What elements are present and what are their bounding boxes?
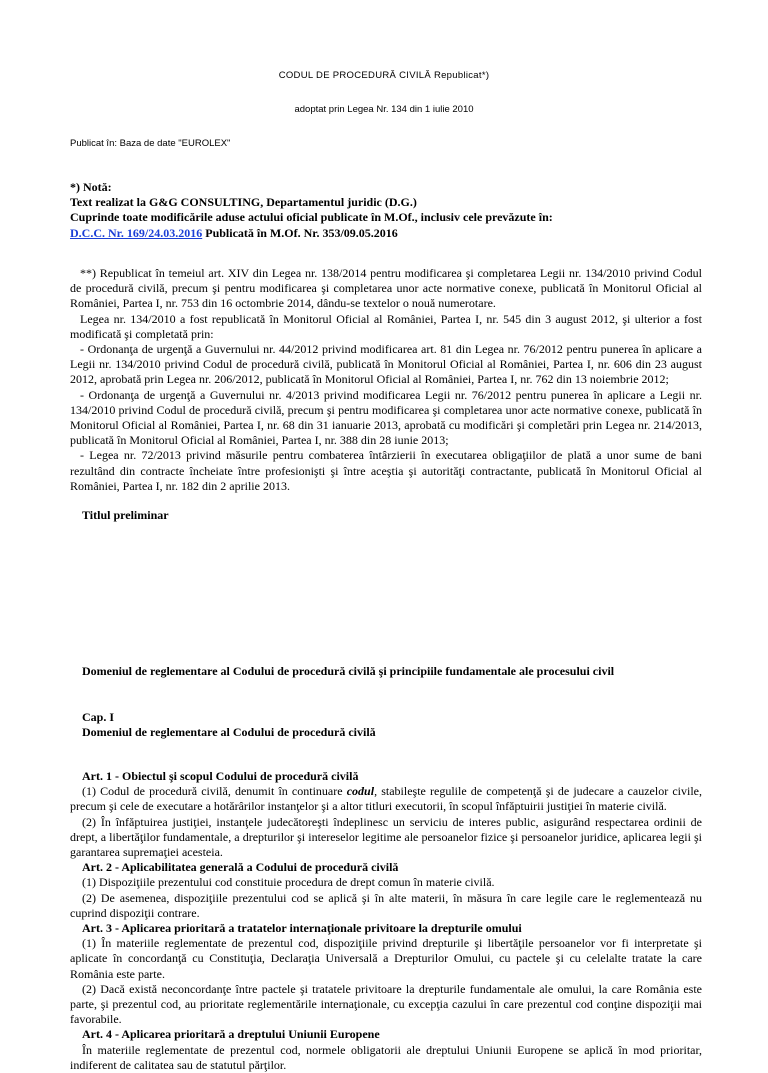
nota-block [70, 180, 750, 241]
republication-note [70, 266, 702, 494]
published-in-line: Publicat în: Baza de date "EUROLEX" [70, 138, 231, 149]
article-1-title: Art. 1 - Obiectul şi scopul Codului de procedură civilă [82, 769, 359, 783]
republication-paragraph: - Ordonanţa de urgenţă a Guvernului nr. 44/2012 privind modificarea art. 81 din Legea nr. 76/2012 pentru punerea în aplicare a Legii nr. 134/2010 privind Codul de procedură civilă, publicată în Monitorul Oficial al României, Partea I, nr. 606 din 23 august 2012, aprobată prin Legea nr. 206/2012, publicată în Monitorul Oficial al României, Partea I, nr. 762 din 13 noiembrie 2012; [70, 342, 702, 387]
article-1-p1-after: , stabileşte regulile de competenţă şi de judecare a cauzelor civile, precum şi cele de executare a hotărârilor instanţelor şi a altor titluri executorii, în scopul înfăptuirii justiţiei în materie civilă. [70, 784, 702, 814]
nota-line-3 [70, 226, 750, 241]
nota-link-suffix: Publicată în M.Of. Nr. 353/09.05.2016 [202, 225, 398, 240]
article-4-paragraph-1: În materiile reglementate de prezentul cod, normele obligatorii ale dreptului Uniunii Europene se aplică în mod prioritar, indiferent de calitatea sau de statutul părţilor. [70, 1042, 702, 1072]
heading-titlul-preliminar: Titlul preliminar [82, 508, 169, 522]
nota-label: *) Notă: [70, 180, 112, 194]
article-2-paragraph-2: (2) De asemenea, dispoziţiile prezentului cod se aplică şi în alte materii, în măsura în care legile care le reglementează nu cuprind dispoziţii contrare. [70, 890, 702, 920]
dcc-link[interactable]: D.C.C. Nr. 169/24.03.2016 [70, 225, 203, 240]
heading-chapter-title: Domeniul de reglementare al Codului de procedură civilă [82, 725, 376, 739]
document-title: CODUL DE PROCEDURĂ CIVILĂ Republicat*) [278, 70, 490, 81]
article-3-paragraph-1: (1) În materiile reglementate de prezentul cod, dispoziţiile privind drepturile şi libertăţile persoanelor vor fi interpretate şi aplicate în concordanţă cu Constituţia, Declaraţia Universală a Drepturilor Omului, cu pactele şi cu celelalte tratate la care România este parte. [70, 936, 702, 981]
articles-section [70, 769, 702, 1073]
republication-paragraph: - Ordonanţa de urgenţă a Guvernului nr. 4/2013 privind modificarea Legii nr. 76/2012 pentru punerea în aplicare a Legii nr. 134/2010 privind Codul de procedură civilă, precum şi pentru modificarea şi completarea unor acte normative conexe, publicată în Monitorul Oficial al României, Partea I, nr. 68 din 31 ianuarie 2013, aprobată cu modificări şi completări prin Legea nr. 214/2013, publicată în Monitorul Oficial al României, Partea I, nr. 388 din 28 iunie 2013; [70, 387, 702, 448]
article-2-title: Art. 2 - Aplicabilitatea generală a Codului de procedură civilă [82, 860, 399, 875]
article-1-p1-emphasis: codul [346, 784, 375, 799]
article-3-title: Art. 3 - Aplicarea prioritară a tratatelor internaţionale privitoare la drepturile omului [82, 921, 522, 936]
article-4-title: Art. 4 - Aplicarea prioritară a dreptului Uniunii Europene [82, 1027, 380, 1042]
republication-paragraph: Legea nr. 134/2010 a fost republicată în Monitorul Oficial al României, Partea I, nr. 545 din 3 august 2012, şi ulterior a fost modificată şi completată prin: [70, 311, 702, 341]
heading-domeniu: Domeniul de reglementare al Codului de procedură civilă şi principiile fundamentale ale procesului civil [82, 664, 615, 678]
article-1-p1-before: (1) Codul de procedură civilă, denumit în continuare [82, 784, 347, 799]
republication-paragraph: **) Republicat în temeiul art. XIV din Legea nr. 138/2014 pentru modificarea şi completarea Legii nr. 134/2010 privind Codul de procedură civilă, precum şi pentru modificarea şi completarea unor acte normative conexe, publicată în Monitorul Oficial al României, Partea I, nr. 753 din 16 octombrie 2014, dându-se textelor o nouă numerotare. [70, 266, 702, 311]
nota-line-1: Text realizat la G&G CONSULTING, Departamentul juridic (D.G.) [70, 195, 417, 210]
republication-paragraph: - Legea nr. 72/2013 privind măsurile pentru combaterea întârzierii în executarea obligaţiilor de plată a unor sume de bani rezultând din contracte încheiate între profesionişti şi între aceştia şi autorităţi contractante, publicată în Monitorul Oficial al României, Partea I, nr. 182 din 2 aprilie 2013. [70, 448, 702, 493]
nota-line-2: Cuprinde toate modificările aduse actului oficial publicate în M.Of., inclusiv cele prevăzute în: [70, 210, 553, 225]
adoption-line: adoptat prin Legea Nr. 134 din 1 iulie 2010 [294, 104, 474, 115]
heading-chapter: Cap. I [82, 710, 115, 724]
article-2-paragraph-1: (1) Dispoziţiile prezentului cod constituie procedura de drept comun în materie civilă. [82, 875, 495, 890]
article-3-paragraph-2: (2) Dacă există neconcordanţe între pactele şi tratatele privitoare la drepturile fundamentale ale omului, la care România este parte, şi prezentul cod, au prioritate reglementările internaţionale, cu excepţia cazului în care prezentul cod conţine dispoziţii mai favorabile. [70, 981, 702, 1027]
article-1-paragraph-2: (2) În înfăptuirea justiţiei, instanţele judecătoreşti îndeplinesc un serviciu de interes public, asigurând respectarea ordinii de drept, a libertăţilor fundamentale, a drepturilor şi intereselor legitime ale persoanelor fizice şi persoanelor juridice, aplicarea legii şi garantarea supremaţiei acesteia. [70, 814, 702, 860]
article-1-paragraph-1 [70, 784, 702, 814]
